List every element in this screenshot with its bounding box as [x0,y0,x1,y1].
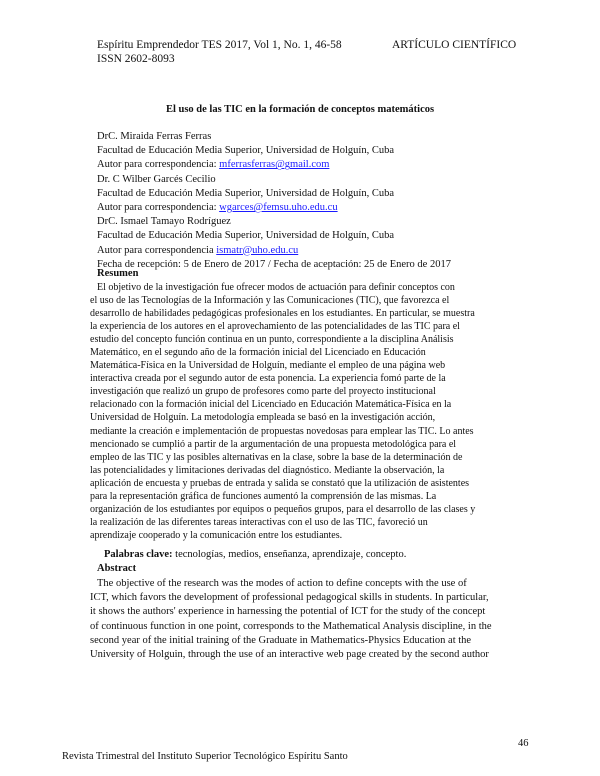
abstract-heading: Abstract [97,563,137,574]
resumen-heading: Resumen [97,268,139,279]
author-email-link[interactable]: ismatr@uho.edu.cu [216,244,299,256]
resumen-line: aplicación de encuesta y pruebas de entrada y salida se constató que la utilización de asistentes [90,477,470,489]
resumen-line: organización de los estudiantes por equipos o pequeños grupos, para el desarrollo de las clases y [90,503,476,515]
author-block [97,130,451,272]
resumen-line: para la representación gráfica de funciones aumentó la comprensión de las mismas. La [90,490,437,502]
resumen-line: mediante la creación e implementación de propuestas novedosas para emplear las TIC. Lo antes [90,425,474,437]
author-correspondence [97,201,451,215]
resumen-body [90,281,520,542]
correspondence-label: Autor para correspondencia [97,244,217,256]
abstract-line: The objective of the research was the modes of action to define concepts with the use of [97,578,467,589]
resumen-line: desarrollo de habilidades pedagógicas profesionales en los estudiantes. En particular, se muestra [90,308,475,320]
resumen-line: aprendizaje cooperado y la comunicación entre los estudiantes. [90,529,343,541]
author-name: DrC. Miraida Ferras Ferras [97,131,212,142]
author-name: Dr. C Wilber Garcés Cecilio [97,173,216,185]
resumen-line: las potencialidades y limitaciones derivadas del diagnóstico. Mediante la observación, la [90,464,445,476]
resumen-line: la experiencia de los autores en el aprovechamiento de las potencialidades de las TIC para el [90,321,460,333]
abstract-line: second year of the initial training of the Graduate in Mathematics-Physics Education at the [90,634,472,646]
issn: ISSN 2602-8093 [97,53,175,65]
author-correspondence [97,158,451,172]
author-name: DrC. Ismael Tamayo Rodríguez [97,216,231,228]
author-email-link[interactable]: mferrasferras@gmail.com [219,159,330,171]
abstract-line: it shows the authors' experience in harnessing the potential of ICT for the study of the concept [90,606,486,618]
resumen-line: Matemático, en el segundo año de la formación inicial del Licenciado en Educación [90,347,426,359]
journal-line: Espíritu Emprendedor TES 2017, Vol 1, No. 1, 46-58 [97,39,342,51]
resumen-line: interactiva creada por el segundo autor de esta ponencia. La experiencia fomó parte de la [90,373,446,385]
abstract-body [90,577,530,662]
page-footer: Revista Trimestral del Instituto Superior Tecnológico Espíritu Santo [62,751,348,762]
keywords-text: tecnologías, medios, enseñanza, aprendizaje, concepto. [172,549,407,560]
author-affiliation: Facultad de Educación Media Superior, Universidad de Holguín, Cuba [97,145,395,157]
submission-dates: Fecha de recepción: 5 de Enero de 2017 / Fecha de aceptación: 25 de Enero de 2017 [97,258,451,270]
resumen-line: Matemática-Física en la Universidad de Holguín, mediante el empleo de una página web [90,360,446,372]
resumen-line: estudio del concepto función continua en un punto, correspondiente a la disciplina Análisis [90,334,454,346]
resumen-line: Universidad de Holguín. La metodología empleada se basó en la investigación acción, [90,412,436,424]
correspondence-label: Autor para correspondencia: [97,159,220,171]
resumen-line: relacionado con la formación inicial del Licenciado en Educación Matemática-Física en la [90,399,452,411]
author-affiliation: Facultad de Educación Media Superior, Universidad de Holguín, Cuba [97,230,395,242]
resumen-line: el uso de las Tecnologías de la Información y las Comunicaciones (TIC), que favorezca el [90,295,450,307]
author-email-link[interactable]: wgarces@femsu.uho.edu.cu [219,201,338,213]
keywords-label: Palabras clave: [104,549,173,560]
author-correspondence [97,244,451,258]
resumen-line: investigación que realizó un grupo de profesores como parte del proyecto institucional [90,386,436,398]
abstract-line: ICT, which favors the development of professional pedagogical skills in students. In particular, [90,592,489,604]
keywords [104,549,406,560]
abstract-line: University of Holguin, through the use of an interactive web page created by the second author [90,648,489,660]
correspondence-label: Autor para correspondencia: [97,201,220,213]
author-affiliation: Facultad de Educación Media Superior, Universidad de Holguín, Cuba [97,187,395,199]
resumen-line: mencionado se cumplió a partir de la argumentación de una propuesta metodológica para el [90,438,457,450]
resumen-line: la realización de las diferentes tareas interactivas con el uso de las TIC, favoreció un [90,516,428,528]
abstract-line: of continuous function in one point, corresponds to the Mathematical Analysis discipline, in the [90,620,492,632]
paper-title: El uso de las TIC en la formación de conceptos matemáticos [165,104,435,115]
page-number: 46 [518,738,529,749]
resumen-line: El objetivo de la investigación fue ofrecer modos de actuación para definir conceptos con [97,282,455,293]
article-type: ARTÍCULO CIENTÍFICO [392,39,517,51]
resumen-line: empleo de las TIC y las posibles alternativas en la clase, sobre la base de la determinación de [90,451,463,463]
